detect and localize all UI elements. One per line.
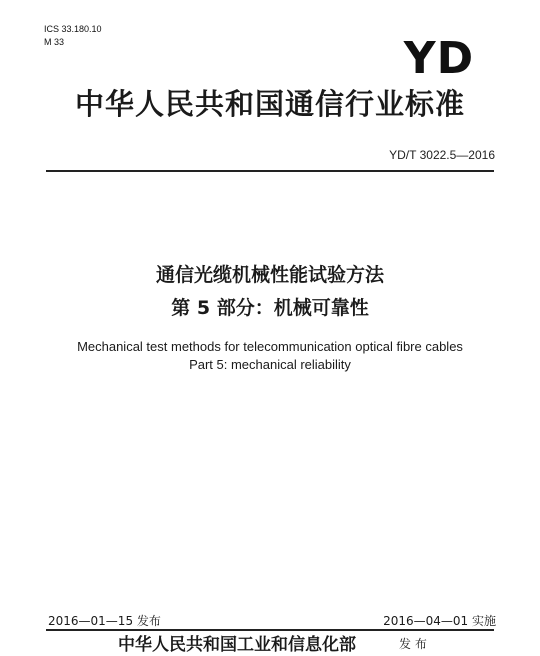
ics-code: ICS 33.180.10	[44, 24, 102, 34]
title-en-line-1: Mechanical test methods for telecommunication optical fibre cables	[77, 339, 463, 354]
ccs-code: M 33	[44, 37, 65, 47]
title-en-line-2: Part 5: mechanical reliability	[189, 357, 351, 372]
standard-number: YD/T 3022.5—2016	[389, 148, 495, 162]
title-cn-line-1: 通信光缆机械性能试验方法	[155, 264, 384, 286]
top-divider	[46, 170, 494, 172]
publisher-name: 中华人民共和国工业和信息化部	[118, 635, 356, 655]
yd-logo	[399, 34, 479, 78]
bottom-divider	[46, 629, 494, 631]
issue-date: 2016—01—15 发布	[48, 614, 161, 628]
title-cn-line-2: 第 5 部分：机械可靠性	[171, 297, 369, 319]
yd-logo-text: YD	[403, 34, 475, 78]
organization-title: 中华人民共和国通信行业标准	[74, 87, 465, 121]
implementation-date: 2016—04—01 实施	[383, 614, 496, 628]
publish-label: 发 布	[399, 637, 427, 651]
